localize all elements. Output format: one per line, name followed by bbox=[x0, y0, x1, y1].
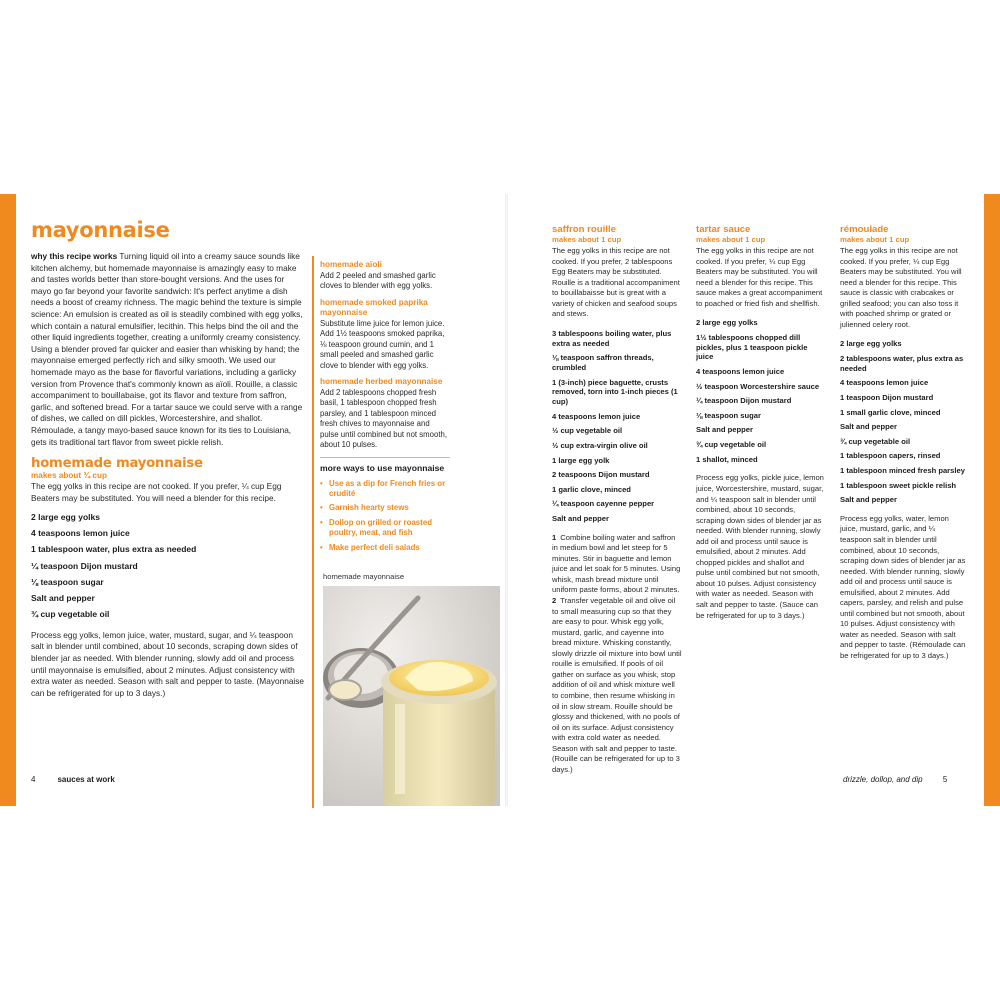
intro-lead: why this recipe works bbox=[31, 251, 118, 261]
ingredient-item: ¾ cup vegetable oil bbox=[31, 608, 110, 619]
ingredient-item: 2 teaspoons Dijon mustard bbox=[552, 470, 650, 480]
recipe-note-rouille: The egg yolks in this recipe are not cooked. If you prefer, 2 tablespoons Egg Beaters may be substituted. Rouille is a traditional accompaniment to bouillabaisse but is great with a variety of chicken and seafood soups and stews. bbox=[552, 246, 680, 319]
ingredient-list bbox=[31, 512, 306, 620]
remoulade-column bbox=[840, 224, 968, 662]
ingredient-item: 4 teaspoons lemon juice bbox=[31, 528, 130, 539]
recipe-title-rouille: saffron rouille bbox=[552, 224, 616, 235]
ingredient-item: 4 teaspoons lemon juice bbox=[696, 367, 785, 377]
left-page-edge bbox=[0, 194, 16, 806]
ingredient-item: ⅛ teaspoon sugar bbox=[696, 410, 761, 420]
left-footer bbox=[31, 775, 115, 784]
recipe-yield-tartar: makes about 1 cup bbox=[696, 235, 766, 244]
ingredient-item: ½ teaspoon Worcestershire sauce bbox=[696, 381, 820, 391]
intro-text: Turning liquid oil into a creamy sauce sounds like kitchen alchemy, but homemade mayonnaise is amazingly easy to make and tastes worlds better than store-bought versions. And the uses for mayo go far beyond your favorite sandwich: It's perfect anytime a dish needs a boost of creamy richness. The magic behind the texture is simple science: An emulsion is created as oil is steadily combined with egg yolks, which contain a natural emulsifier, lecithin. This helps bind the oil and the other liquid ingredients together, creating a uniformly creamy consistency. Using a blender proved far quicker and easier than whisking by hand; the mayonnaise emerged perfectly rich and silky smooth. We used our homemade mayo as the base for flavorful variations, including a garlicky version from Provence that's commonly known as aïoli. Rouille, a classic accompaniment to bouillabaise, got its flavor and texture from saffron, garlic, and softened bread. For a tartar sauce we could serve with a range of dishes, we called on dill pickles, Worcestershire, and shallot. Rémoulade, a tangy mayo-based sauce known for its ties to Louisiana, gets its traditional tart flavor from sweet pickle relish. bbox=[31, 251, 303, 447]
ingredient-item: ¼ teaspoon cayenne pepper bbox=[552, 499, 655, 509]
recipe-note: The egg yolks in this recipe are not cooked. If you prefer, ¼ cup Egg Beaters may be substituted. You will need a blender for this recipe. bbox=[31, 481, 282, 503]
recipe-title-remoulade: rémoulade bbox=[840, 224, 889, 235]
more-ways-title: more ways to use mayonnaise bbox=[320, 457, 450, 473]
mayonnaise-jar-photo bbox=[323, 586, 500, 806]
sidebar-column bbox=[320, 254, 450, 557]
page-number: 4 bbox=[31, 775, 36, 784]
jar-illustration bbox=[323, 586, 500, 806]
ingredient-item: 2 large egg yolks bbox=[696, 318, 758, 328]
recipe-method-tartar: Process egg yolks, pickle juice, lemon juice, Worcestershire, mustard, sugar, and ¼ teaspoon salt in blender until combined, about 10 seconds, scraping down sides of blender jar as needed. With blender running, slowly add oil and process until sauce is emulsified, about 2 minutes. Add chopped pickles and shallot and pulse until combined but not smooth, about 10 pulses. Adjust consistency with water as needed. Season with salt and pepper to taste. (Sauce can be refrigerated for up to 3 days.) bbox=[696, 473, 824, 620]
ingredient-item: ½ cup vegetable oil bbox=[552, 426, 623, 436]
recipe-yield: makes about ¾ cup bbox=[31, 471, 107, 481]
ingredient-item: ¼ teaspoon Dijon mustard bbox=[696, 396, 792, 406]
cookbook-spread bbox=[0, 194, 1000, 806]
ingredient-item: 2 large egg yolks bbox=[840, 339, 902, 349]
photo-caption: homemade mayonnaise bbox=[323, 572, 405, 581]
ingredient-item: 1 tablespoon sweet pickle relish bbox=[840, 480, 957, 490]
ingredient-item: Salt and pepper bbox=[840, 422, 897, 432]
variation-body: Substitute lime juice for lemon juice. Add 1½ teaspoons smoked paprika, ⅛ teaspoon ground cumin, and 1 small peeled and smashed garlic clove to blender with egg yolks. bbox=[320, 318, 445, 370]
step-text: Transfer vegetable oil and olive oil to small measuring cup so that they are easy to pour. Whisk egg yolk, mustard, garlic, and cayenne into bread mixture. Whisking constantly, slowly drizzle oil mixture into bowl until rouille is emulsified. If pools of oil gather on surface as you whisk, stop addition of oil and whisk mixture well to combine, then resume whisking in oil in slow stream. Rouille should be glossy and thickened, with no pools of oil on its surface. Adjust consistency with extra cold water as needed. Season with salt and pepper to taste. (Rouille can be refrigerated for up to 3 days.) bbox=[552, 596, 682, 774]
ingredient-item: 1 teaspoon Dijon mustard bbox=[840, 392, 934, 402]
ingredient-item: ¾ cup vegetable oil bbox=[696, 440, 767, 450]
running-footer: sauces at work bbox=[57, 775, 115, 784]
page-title: mayonnaise bbox=[31, 218, 170, 242]
ingredient-item: 1 shallot, minced bbox=[696, 454, 758, 464]
ingredient-item: ⅛ teaspoon sugar bbox=[31, 576, 104, 587]
ingredient-item: Salt and pepper bbox=[31, 592, 95, 603]
ingredient-list-tartar bbox=[696, 318, 824, 464]
recipe-note-remoulade: The egg yolks in this recipe are not cooked. If you prefer, ¼ cup Egg Beaters may be substituted. You will need a blender for this recipe. This sauce is classic with crabcakes or grilled seafood; you can also toss it with poached shrimp or grated or julienned celery root. bbox=[840, 246, 962, 329]
ingredient-item: 1 large egg yolk bbox=[552, 455, 610, 465]
ingredient-item: Salt and pepper bbox=[696, 425, 753, 435]
recipe-title: homemade mayonnaise bbox=[31, 456, 203, 472]
ingredient-item: 1 tablespoon capers, rinsed bbox=[840, 451, 941, 461]
step-2 bbox=[552, 596, 682, 775]
recipe-note-tartar: The egg yolks in this recipe are not cooked. If you prefer, ¼ cup Egg Beaters may be substituted. You will need a blender for this recipe. This sauce makes a great accompaniment to poached or fried fish and shellfish. bbox=[696, 246, 823, 308]
ingredient-list-remoulade bbox=[840, 339, 968, 505]
ingredient-item: ¾ cup vegetable oil bbox=[840, 436, 911, 446]
tartar-column bbox=[696, 224, 824, 621]
recipe-yield-rouille: makes about 1 cup bbox=[552, 235, 622, 244]
right-footer bbox=[843, 775, 947, 784]
ingredient-item: 1 garlic clove, minced bbox=[552, 484, 631, 494]
variation-title: homemade herbed mayonnaise bbox=[320, 377, 443, 386]
step-number: 1 bbox=[552, 532, 557, 542]
ingredient-item: Salt and pepper bbox=[552, 513, 609, 523]
ingredient-item: 1 (3-inch) piece baguette, crusts removed, torn into 1-inch pieces (1 cup) bbox=[552, 377, 678, 407]
intro-paragraph bbox=[31, 251, 306, 448]
ingredient-item: 1 tablespoon water, plus extra as needed bbox=[31, 544, 197, 555]
recipe-yield-remoulade: makes about 1 cup bbox=[840, 235, 910, 244]
variation-body: Add 2 tablespoons chopped fresh basil, 1 tablespoon chopped fresh parsley, and 1 tablespoon minced fresh chives to mayonnaise and pulse until combined but not smooth, about 10 pulses. bbox=[320, 387, 447, 449]
rouille-column bbox=[552, 224, 682, 775]
recipe-title-tartar: tartar sauce bbox=[696, 224, 751, 235]
left-main-column bbox=[31, 218, 306, 699]
variation-title: homemade aïoli bbox=[320, 260, 382, 269]
ingredient-item: ⅛ teaspoon saffron threads, crumbled bbox=[552, 353, 654, 373]
ingredient-item: ¼ teaspoon Dijon mustard bbox=[31, 560, 138, 571]
ingredient-list-rouille bbox=[552, 329, 682, 524]
ingredient-item: 1½ tablespoons chopped dill pickles, plus 1 teaspoon pickle juice bbox=[696, 332, 808, 362]
variation-body: Add 2 peeled and smashed garlic cloves to blender with egg yolks. bbox=[320, 270, 436, 290]
step-1 bbox=[552, 533, 682, 596]
more-ways-item: • Garnish hearty stews bbox=[320, 503, 450, 513]
variation-title: homemade smoked paprika mayonnaise bbox=[320, 297, 428, 317]
ingredient-item: 3 tablespoons boiling water, plus extra as needed bbox=[552, 328, 672, 348]
more-ways-item: • Use as a dip for French fries or crudité bbox=[320, 479, 450, 500]
book-gutter bbox=[505, 194, 508, 806]
ingredient-item: Salt and pepper bbox=[840, 495, 897, 505]
step-number: 2 bbox=[552, 596, 557, 606]
ingredient-item: 1 small garlic clove, minced bbox=[840, 407, 941, 417]
sidebar-rule bbox=[312, 256, 314, 808]
ingredient-item: 1 tablespoon minced fresh parsley bbox=[840, 465, 965, 475]
ingredient-item: ½ cup extra-virgin olive oil bbox=[552, 440, 648, 450]
ingredient-item: 2 large egg yolks bbox=[31, 512, 100, 523]
right-page-edge bbox=[984, 194, 1000, 806]
recipe-method-remoulade: Process egg yolks, water, lemon juice, mustard, garlic, and ¼ teaspoon salt in blender until combined, about 10 seconds, scraping down sides of blender jar as needed. With blender running, slowly add oil and process until sauce is emulsified, about 2 minutes. Add capers, parsley, and relish and pulse until combined but not smooth, about 10 pulses. Adjust consistency with water as needed. Season with salt and pepper to taste. (Rémoulade can be refrigerated for up to 3 days.) bbox=[840, 513, 966, 661]
step-text: Combine boiling water and saffron in medium bowl and let steep for 5 minutes. Stir in baguette and lemon juice and let soak for 5 minutes. Using whisk, mash bread mixture until uniform paste forms, about 2 minutes. bbox=[552, 532, 681, 595]
more-ways-list bbox=[320, 479, 450, 553]
more-ways-item: • Dollop on grilled or roasted poultry, meat, and fish bbox=[320, 518, 450, 539]
more-ways-item: • Make perfect deli salads bbox=[320, 543, 450, 553]
recipe-method: Process egg yolks, lemon juice, water, mustard, sugar, and ¼ teaspoon salt in blender until combined, about 10 seconds, scraping down sides of blender jar as needed. With blender running, slowly add oil and process until mayonnaise is emulsified, about 2 minutes. Adjust consistency with extra water as needed. Season with salt and pepper to taste. (Mayonnaise can be refrigerated for up to 3 days.) bbox=[31, 629, 305, 698]
ingredient-item: 2 tablespoons water, plus extra as needed bbox=[840, 353, 964, 373]
running-footer: drizzle, dollop, and dip bbox=[843, 775, 923, 784]
ingredient-item: 4 teaspoons lemon juice bbox=[840, 378, 929, 388]
page-number: 5 bbox=[942, 775, 948, 784]
ingredient-item: 4 teaspoons lemon juice bbox=[552, 411, 641, 421]
